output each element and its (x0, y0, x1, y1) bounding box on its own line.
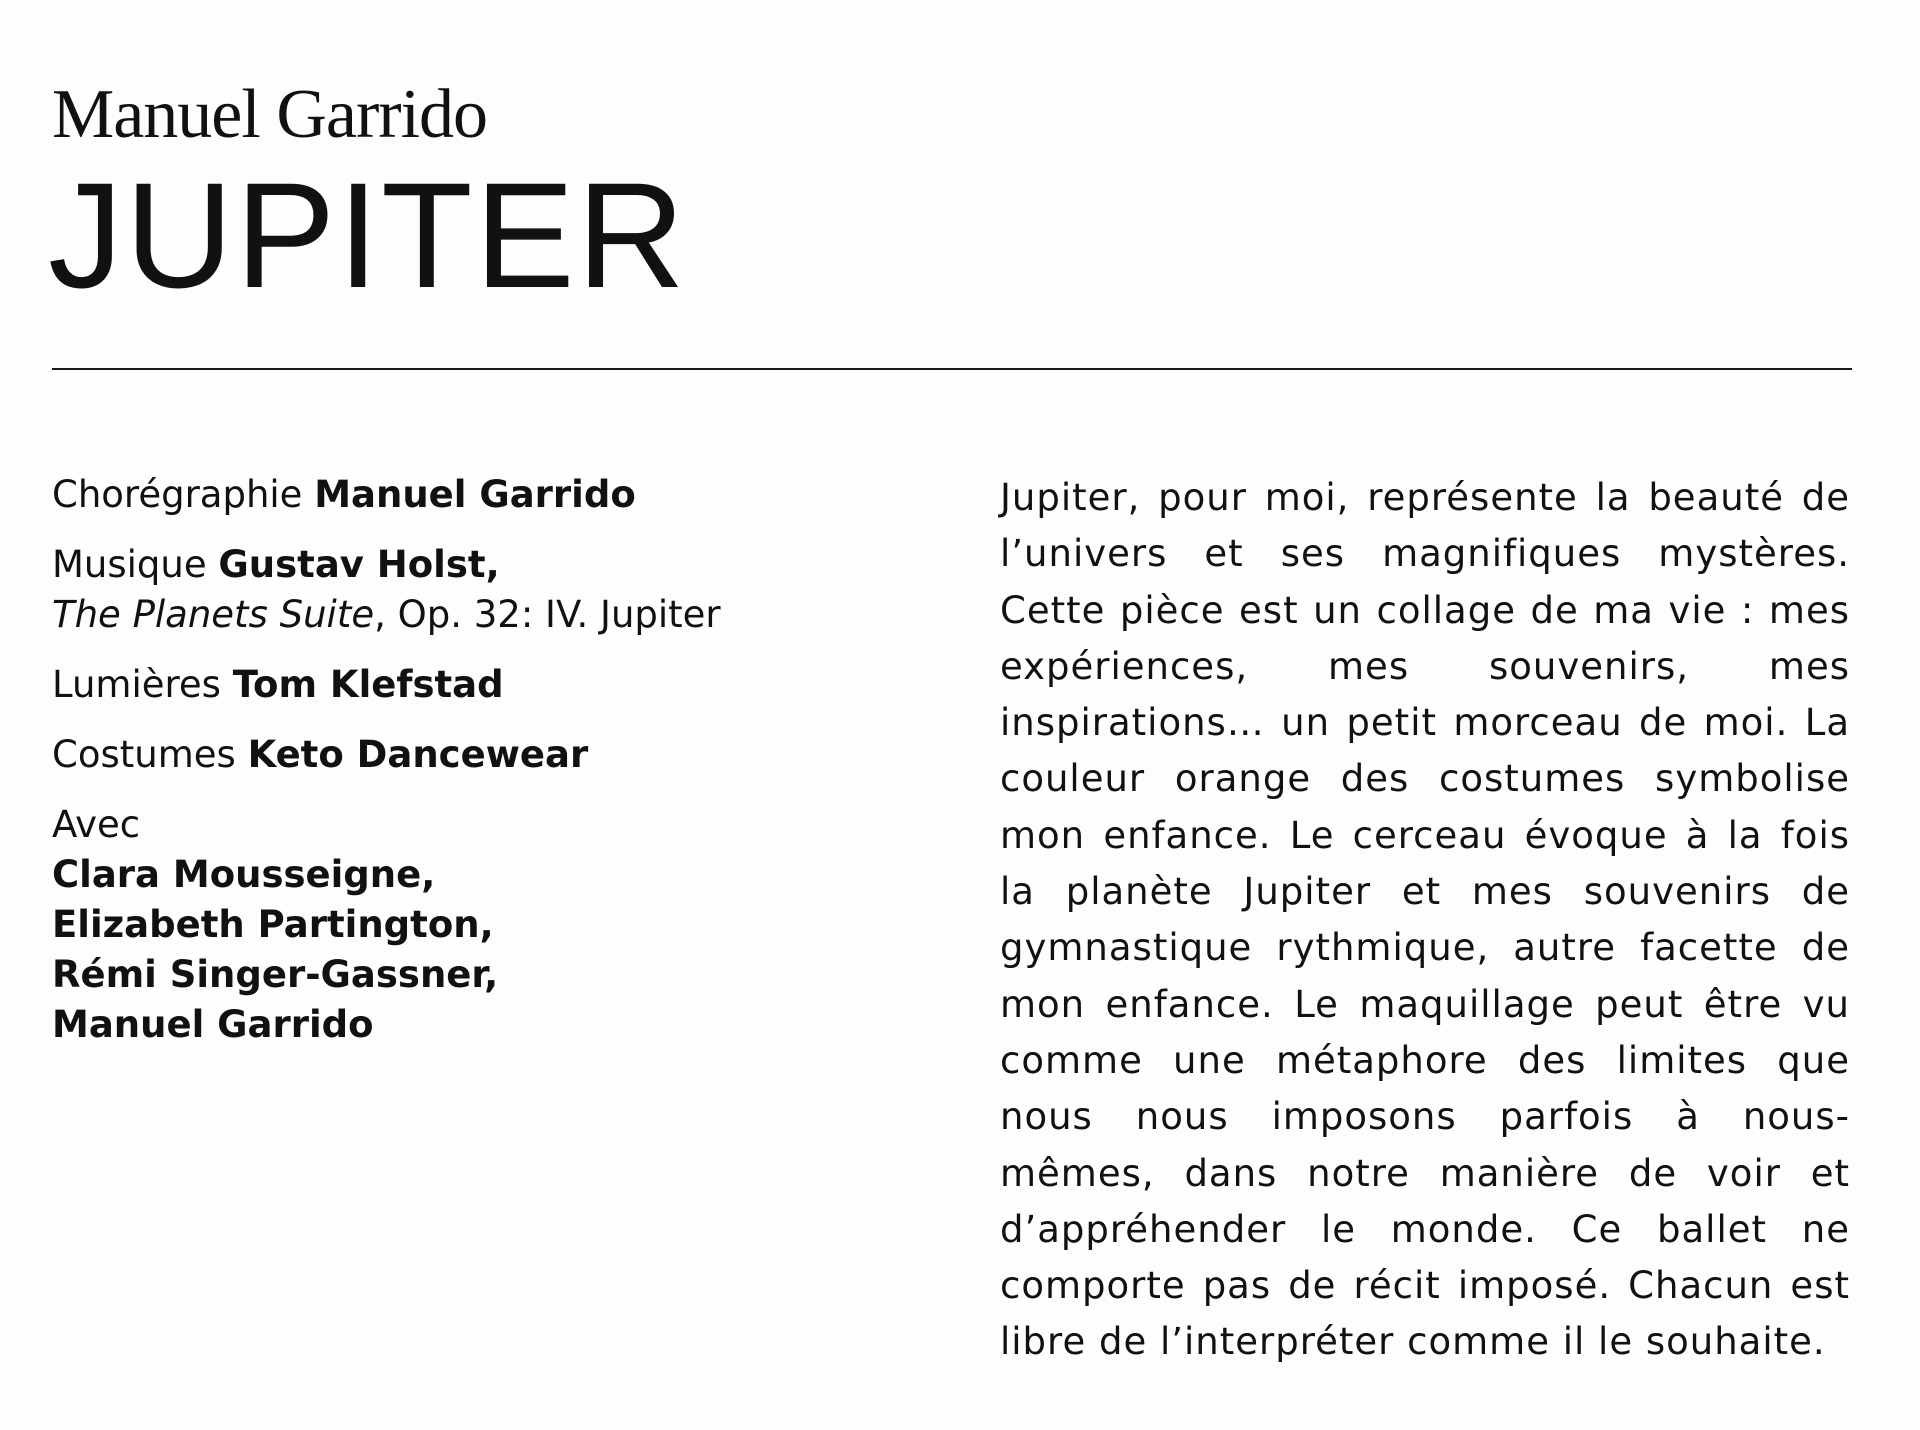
credit-cast (52, 800, 952, 1050)
credit-costumes (52, 730, 952, 780)
page-title: JUPITER (48, 151, 688, 319)
cast-member: Manuel Garrido (52, 1003, 374, 1046)
cast-member: Rémi Singer-Gassner, (52, 953, 499, 996)
music-work: The Planets Suite (52, 593, 375, 636)
description-text: Jupiter, pour moi, représente la beauté de l’univers et ses magnifiques mystères. Cette pièce est un collage de ma vie : mes expériences, mes souvenirs, mes inspirations… un petit morceau de moi. La couleur orange des costumes symbolise mon enfance. Le cerceau évoque à la fois la planète Jupiter et mes souvenirs de gymnastique rythmique, autre facette de mon enfance. Le maquillage peut être vu comme une métaphore des limites que nous nous imposons parfois à nous-mêmes, dans notre manière de voir et d’appréhender le monde. Ce ballet ne comporte pas de récit imposé. Chacun est libre de l’interpréter comme il le souhaite. (1000, 476, 1850, 1364)
music-label: Musique (52, 543, 207, 586)
costumes-label: Costumes (52, 733, 236, 776)
divider (52, 368, 1852, 370)
cast-member: Elizabeth Partington, (52, 903, 494, 946)
choreography-label: Chorégraphie (52, 473, 303, 516)
music-detail: , Op. 32: IV. Jupiter (374, 593, 721, 636)
lights-value: Tom Klefstad (232, 663, 504, 706)
cast-label: Avec (52, 803, 141, 846)
author-name: Manuel Garrido (52, 76, 488, 153)
cast-member: Clara Mousseigne, (52, 853, 436, 896)
lights-label: Lumières (52, 663, 221, 706)
credit-lights (52, 660, 952, 710)
music-composer: Gustav Holst, (218, 543, 500, 586)
costumes-value: Keto Dancewear (247, 733, 589, 776)
credits-column (52, 470, 952, 1070)
credit-music (52, 540, 952, 640)
choreography-value: Manuel Garrido (314, 473, 636, 516)
credit-choreography (52, 470, 952, 520)
